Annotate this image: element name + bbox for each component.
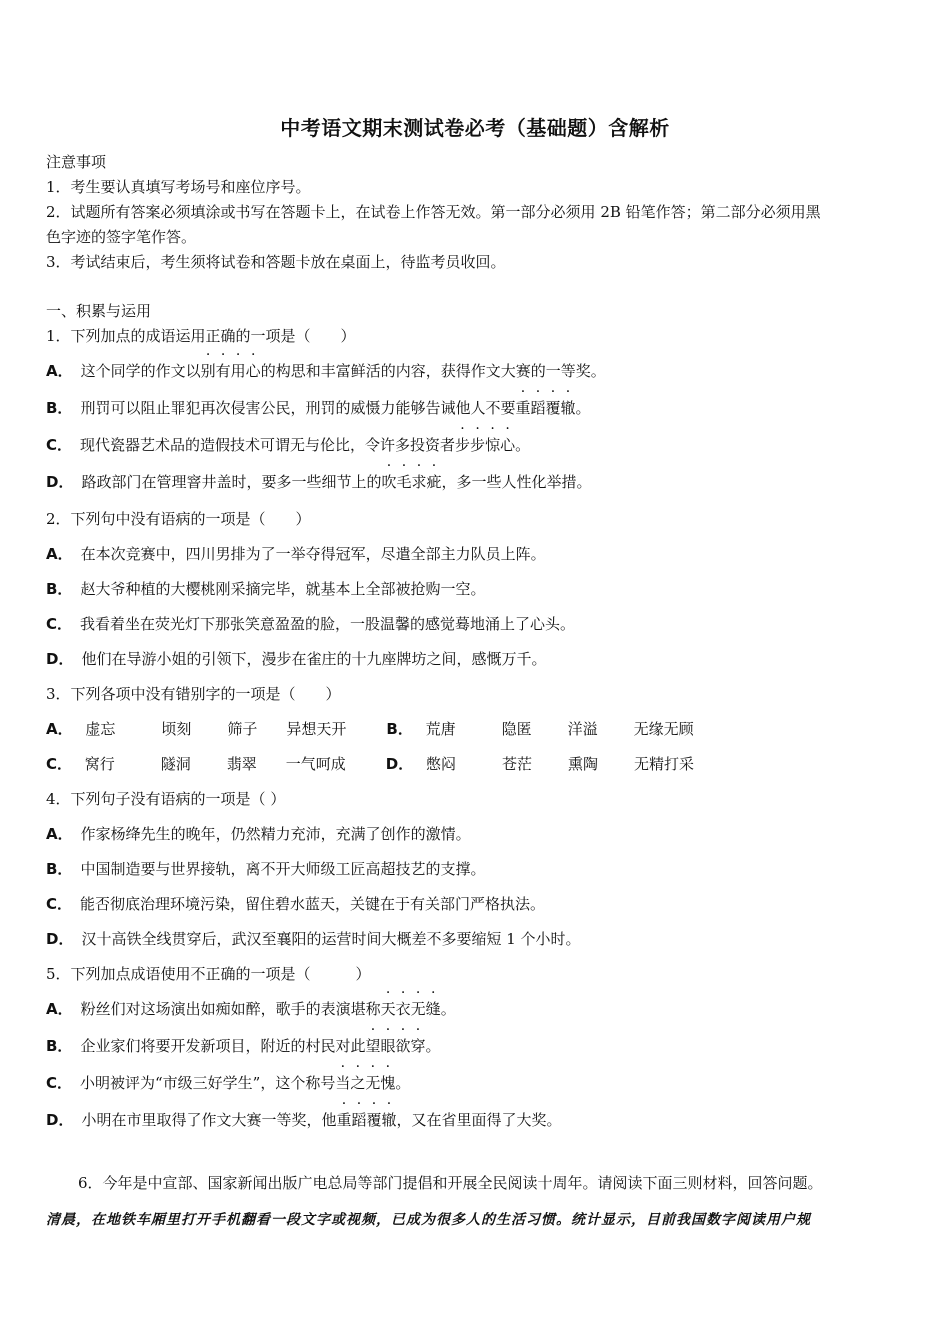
dotted-char: 毛: [396, 473, 412, 491]
option-a: [46, 824, 471, 844]
option-text: 汉十高铁全线贯穿后，武汉至襄阳的运营时间大概差不多要缩短 1 个小时。: [81, 930, 581, 948]
section-heading: 一、积累与运用: [46, 302, 152, 320]
option-b: [46, 1036, 441, 1056]
dotted-char: 心: [245, 362, 261, 380]
dotted-char: 求: [411, 473, 427, 491]
dotted-idiom: [335, 1074, 395, 1092]
option-label: D．: [385, 755, 414, 773]
word: 翡翠: [226, 755, 257, 773]
option-text: 刑罚可以阻止罪犯再次侵害公民，刑罚的威慑力能够告诫他人不要: [80, 399, 516, 417]
dotted-char: 步: [470, 436, 486, 454]
word: 无精打采: [634, 755, 695, 773]
dotted-idiom: [365, 1037, 425, 1055]
question-stem: 6．今年是中宣部、国家新闻出版广电总局等部门提倡和开展全民阅读十周年。请阅读下面三则材料，回答问题。: [78, 1174, 823, 1192]
dotted-char: 穿: [410, 1037, 426, 1055]
option-label: A．: [46, 545, 73, 563]
option-text: 这个同学的作文以: [80, 362, 201, 380]
dotted-char: 无: [365, 1074, 381, 1092]
word: 无缘无顾: [633, 720, 694, 738]
dotted-char: 用: [230, 362, 246, 380]
option-d: [46, 1110, 562, 1130]
word: 异想天开: [286, 720, 347, 738]
dotted-char: 疵: [426, 473, 442, 491]
option-b: [46, 579, 485, 599]
option-label: B．: [46, 399, 73, 417]
dotted-char: 眼: [380, 1037, 396, 1055]
word: 一气呵成: [285, 755, 346, 773]
option-label: C．: [46, 615, 73, 633]
question-stem: 2．下列句中没有语病的一项是（ ）: [46, 510, 311, 528]
option-text: 。: [515, 436, 531, 454]
option-row: [46, 754, 694, 774]
option-label: C．: [46, 755, 73, 773]
dotted-idiom: [381, 1000, 441, 1018]
dotted-char: 步: [455, 436, 471, 454]
option-label: D．: [46, 930, 74, 948]
option-text: 他们在导游小姐的引领下，漫步在雀庄的十九座牌坊之间，感慨万千。: [81, 650, 547, 668]
option-d: [46, 929, 581, 949]
word: 顷刻: [161, 720, 192, 738]
dotted-char: 覆: [366, 1111, 382, 1129]
option-text: 现代瓷器艺术品的造假技术可谓无与伦比，令许多投资者: [80, 436, 456, 454]
question-stem: 3．下列各项中没有错别字的一项是（ ）: [46, 685, 341, 703]
option-label: B．: [46, 580, 73, 598]
dotted-char: 别: [200, 362, 216, 380]
option-c: [46, 435, 530, 455]
option-text: 能否彻底治理环境污染，留住碧水蓝天，关键在于有关部门严格执法。: [80, 895, 546, 913]
option-text: 粉丝们对这场演出如痴如醉，歌手的表演堪称: [80, 1000, 381, 1018]
word: 虚忘: [85, 720, 116, 738]
dotted-char: 望: [365, 1037, 381, 1055]
dotted-char: 愧: [380, 1074, 396, 1092]
dotted-char: 辙: [560, 399, 576, 417]
word: 隧洞: [160, 755, 191, 773]
option-text: 路政部门在管理窨井盖时，要多一些细节上的: [81, 473, 382, 491]
option-text: 的构思和丰富鲜活的内容，获得作文大赛的一等奖。: [260, 362, 606, 380]
question-stem: 1．下列加点的成语运用正确的一项是（ ）: [46, 327, 356, 345]
dotted-char: 无: [410, 1000, 426, 1018]
notice-heading: 注意事项: [46, 153, 107, 171]
option-text: 我看着坐在荧光灯下那张笑意盈盈的脸，一股温馨的感觉蓦地涌上了心头。: [80, 615, 576, 633]
dotted-char: 重: [515, 399, 531, 417]
dotted-char: 天: [380, 1000, 396, 1018]
dotted-char: 吹: [381, 473, 397, 491]
option-label: C．: [46, 436, 73, 454]
option-row: [46, 719, 694, 739]
option-a: [46, 544, 546, 564]
option-label: A．: [46, 1000, 73, 1018]
option-text: 中国制造要与世界接轨，离不开大师级工匠高超技艺的支撑。: [80, 860, 486, 878]
option-c: [46, 894, 545, 914]
notice-item: 1．考生要认真填写考场号和座位序号。: [46, 178, 311, 196]
word: 隐匿: [501, 720, 532, 738]
option-label: B．: [46, 860, 73, 878]
question-stem: 4．下列句子没有语病的一项是（ ）: [46, 790, 286, 808]
option-label: D．: [46, 1111, 74, 1129]
dotted-idiom: [201, 362, 261, 380]
option-label: A．: [46, 825, 73, 843]
dotted-idiom: [515, 399, 575, 417]
option-label: C．: [46, 895, 73, 913]
dotted-char: 惊: [485, 436, 501, 454]
option-label: C．: [46, 1074, 73, 1092]
notice-item: 3．考试结束后，考生须将试卷和答题卡放在桌面上，待监考员收回。: [46, 253, 506, 271]
option-text: 。: [575, 399, 591, 417]
option-text: 小明在市里取得了作文大赛一等奖，他: [81, 1111, 337, 1129]
option-b: [46, 398, 591, 418]
dotted-char: 衣: [395, 1000, 411, 1018]
word: 憋闷: [426, 755, 457, 773]
option-d: [46, 472, 592, 492]
option-text: 。: [395, 1074, 411, 1092]
reading-material: 清晨，在地铁车厢里打开手机翻看一段文字或视频，已成为很多人的生活习惯。统计显示，目前我国数字阅读用户规: [46, 1212, 811, 1228]
word: 熏陶: [568, 755, 599, 773]
dotted-char: 蹈: [351, 1111, 367, 1129]
word: 荒唐: [425, 720, 456, 738]
option-c: [46, 1073, 410, 1093]
dotted-idiom: [381, 473, 441, 491]
option-label: B．: [46, 1037, 73, 1055]
option-text: 在本次竞赛中，四川男排为了一举夺得冠军，尽遣全部主力队员上阵。: [80, 545, 546, 563]
option-text: 小明被评为“市级三好学生”，这个称号: [80, 1074, 336, 1092]
dotted-char: 心: [500, 436, 516, 454]
question-stem: 5．下列加点成语使用不正确的一项是（ ）: [46, 965, 371, 983]
dotted-char: 辙: [381, 1111, 397, 1129]
option-text: 作家杨绛先生的晚年，仍然精力充沛，充满了创作的激情。: [80, 825, 471, 843]
word: 筛子: [227, 720, 258, 738]
option-b: [46, 859, 485, 879]
option-label: D．: [46, 473, 74, 491]
option-label: A．: [46, 720, 73, 738]
word: 洋溢: [567, 720, 598, 738]
option-text: ，多一些人性化举措。: [441, 473, 592, 491]
dotted-char: 欲: [395, 1037, 411, 1055]
dotted-idiom: [336, 1111, 396, 1129]
option-text: 企业家们将要开发新项目，附近的村民对此: [80, 1037, 366, 1055]
dotted-char: 当: [335, 1074, 351, 1092]
option-c: [46, 614, 575, 634]
dotted-idiom: [455, 436, 515, 454]
page-title: 中考语文期末测试卷必考（基础题）含解析: [280, 116, 670, 140]
option-label: A．: [46, 362, 73, 380]
notice-item: 色字迹的签字笔作答。: [46, 228, 197, 246]
option-label: D．: [46, 650, 74, 668]
notice-item: 2．试题所有答案必须填涂或书写在答题卡上，在试卷上作答无效。第一部分必须用 2B 铅笔作答；第二部分必须用黑: [46, 203, 821, 221]
dotted-char: 覆: [545, 399, 561, 417]
option-a: [46, 999, 456, 1019]
option-label: B．: [386, 720, 413, 738]
option-text: 。: [440, 1000, 456, 1018]
dotted-char: 缝: [425, 1000, 441, 1018]
word: 苍茫: [502, 755, 533, 773]
dotted-char: 之: [350, 1074, 366, 1092]
option-a: [46, 361, 606, 381]
dotted-char: 重: [336, 1111, 352, 1129]
option-d: [46, 649, 546, 669]
option-text: 。: [425, 1037, 441, 1055]
dotted-char: 有: [215, 362, 231, 380]
option-text: 赵大爷种植的大樱桃刚采摘完毕，就基本上全部被抢购一空。: [80, 580, 486, 598]
word: 窝行: [84, 755, 115, 773]
dotted-char: 蹈: [530, 399, 546, 417]
option-text: ，又在省里面得了大奖。: [396, 1111, 562, 1129]
